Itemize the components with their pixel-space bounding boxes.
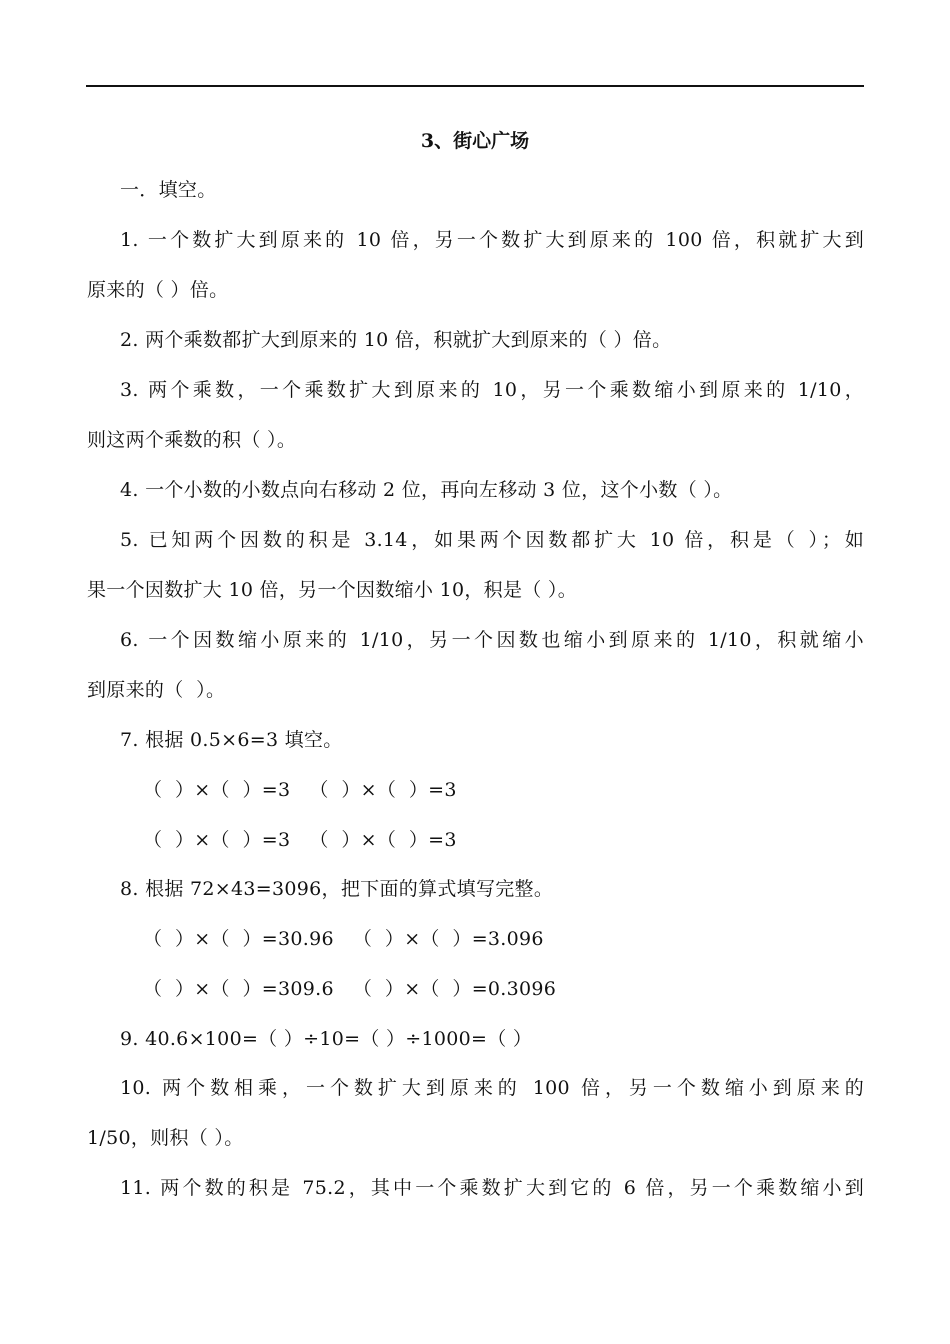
section-heading: 一．填空。 bbox=[120, 179, 217, 201]
page-title: 3、街心广场 bbox=[420, 130, 530, 152]
question-8-blanks-row-2: （ ）×（ ）=309.6 （ ）×（ ）=0.3096 bbox=[143, 978, 557, 1000]
question-6-line-1: 6. 一个因数缩小原来的 1/10，另一个因数也缩小到原来的 1/10，积就缩小 bbox=[120, 629, 864, 651]
question-3-line-2: 则这两个乘数的积（ ）。 bbox=[87, 429, 297, 451]
question-1-line-2: 原来的（ ）倍。 bbox=[87, 279, 229, 301]
question-1-line-1: 1. 一个数扩大到原来的 10 倍，另一个数扩大到原来的 100 倍，积就扩大到 bbox=[120, 229, 864, 251]
question-10-line-2: 1/50，则积（ ）。 bbox=[87, 1127, 244, 1149]
question-9: 9. 40.6×100=（ ）÷10=（ ）÷1000=（ ） bbox=[120, 1028, 533, 1050]
question-4: 4. 一个小数的小数点向右移动 2 位，再向左移动 3 位，这个小数（ ）。 bbox=[120, 479, 733, 501]
header-rule bbox=[86, 85, 864, 87]
question-2: 2. 两个乘数都扩大到原来的 10 倍，积就扩大到原来的（ ）倍。 bbox=[120, 329, 672, 351]
question-7: 7. 根据 0.5×6=3 填空。 bbox=[120, 729, 343, 751]
question-8-blanks-row-1: （ ）×（ ）=30.96 （ ）×（ ）=3.096 bbox=[143, 928, 544, 950]
question-7-blanks-row-2: （ ）×（ ）=3 （ ）×（ ）=3 bbox=[143, 829, 457, 851]
question-7-blanks-row-1: （ ）×（ ）=3 （ ）×（ ）=3 bbox=[143, 779, 457, 801]
question-8: 8. 根据 72×43=3096，把下面的算式填写完整。 bbox=[120, 878, 554, 900]
question-5-line-2: 果一个因数扩大 10 倍，另一个因数缩小 10，积是（ ）。 bbox=[87, 579, 578, 601]
question-10-line-1: 10. 两个数相乘，一个数扩大到原来的 100 倍，另一个数缩小到原来的 bbox=[120, 1077, 864, 1099]
question-6-line-2: 到原来的（ ）。 bbox=[87, 679, 226, 701]
question-11-line-1: 11. 两个数的积是 75.2，其中一个乘数扩大到它的 6 倍，另一个乘数缩小到 bbox=[120, 1177, 864, 1199]
question-3-line-1: 3. 两个乘数，一个乘数扩大到原来的 10，另一个乘数缩小到原来的 1/10， bbox=[120, 379, 864, 401]
question-5-line-1: 5. 已知两个因数的积是 3.14，如果两个因数都扩大 10 倍，积是（ ）；如 bbox=[120, 529, 864, 551]
